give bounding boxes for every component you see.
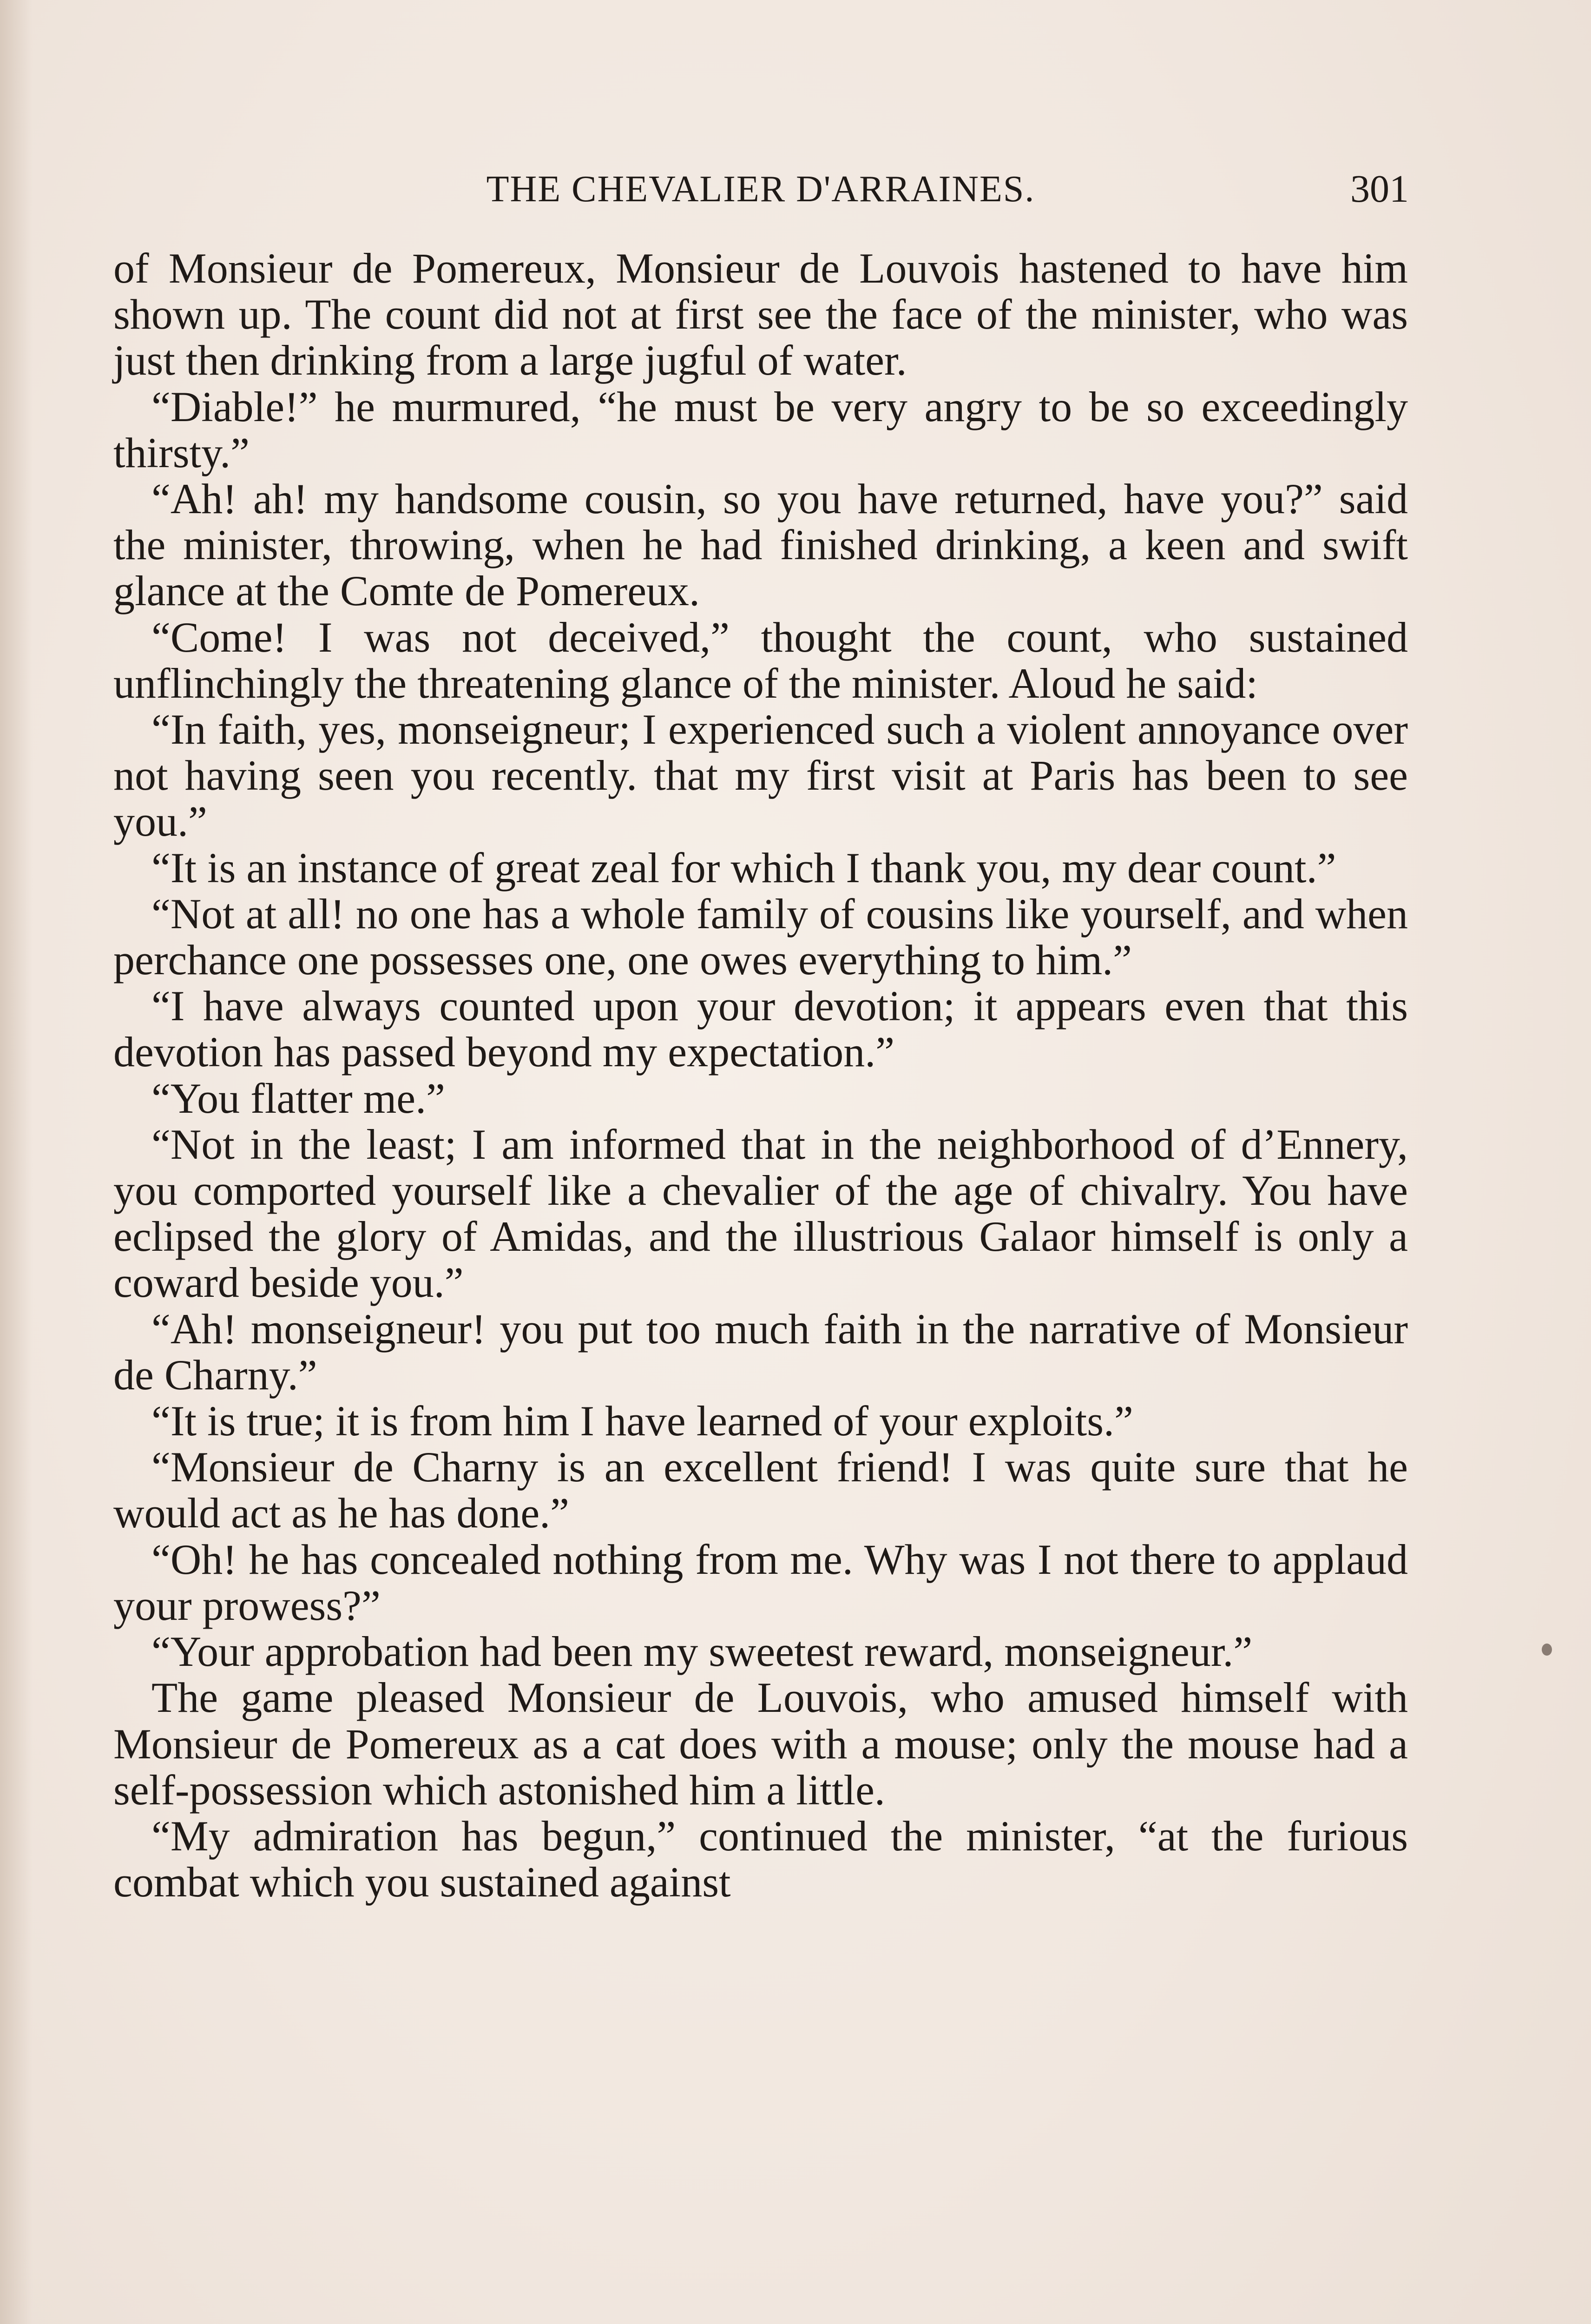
paragraph: “Diable!” he murmured, “he must be very angry to be so exceedingly thirsty.”: [113, 383, 1408, 476]
paragraph: “Oh! he has concealed nothing from me. Why was I not there to applaud your prowess?”: [113, 1535, 1408, 1629]
paragraph: The game pleased Monsieur de Louvois, who amused himself with Monsieur de Pomereux as a cat does with a mouse; only the mouse had a self-possession which astonished him a little.: [113, 1674, 1408, 1814]
paragraph: “It is true; it is from him I have learned of your exploits.”: [151, 1397, 1133, 1445]
paragraph: “Ah! monseigneur! you put too much faith in the narrative of Monsieur de Charny.”: [113, 1305, 1408, 1399]
paragraph: “Not at all! no one has a whole family of cousins like yourself, and when perchance one possesses one, one owes everything to him.”: [113, 890, 1408, 984]
running-title: THE CHEVALIER D'ARRAINES.: [486, 169, 1035, 210]
paragraph: “You flatter me.”: [151, 1074, 445, 1122]
paragraph: “My admiration has begun,” continued the minister, “at the furious combat which you sustained against: [113, 1812, 1408, 1906]
paragraph: “Your approbation had been my sweetest reward, monseigneur.”: [151, 1628, 1253, 1676]
page-number: 301: [1350, 167, 1409, 211]
paper-speck: [1542, 1644, 1552, 1656]
paragraph: “Monsieur de Charny is an excellent friend! I was quite sure that he would act as he has done.”: [113, 1443, 1408, 1537]
paragraph: “Not in the least; I am informed that in the neighborhood of d’Ennery, you comported yourself like a chevalier of the age of chivalry. You have eclipsed the glory of Amidas, and the illustrious Galaor himself is only a coward beside you.”: [113, 1120, 1408, 1307]
paragraph: “It is an instance of great zeal for which I thank you, my dear count.”: [151, 844, 1336, 891]
paragraph: “In faith, yes, monseigneur; I experienced such a violent annoyance over not having seen you recently. that my first visit at Paris has been to see you.”: [113, 706, 1408, 845]
paragraph: “Come! I was not deceived,” thought the count, who sustained unflinchingly the threatening glance of the minister. Aloud he said:: [113, 613, 1408, 707]
running-head: [112, 164, 1409, 215]
body-text: [113, 245, 1408, 2324]
paragraph: of Monsieur de Pomereux, Monsieur de Louvois hastened to have him shown up. The count did not at first see the face of the minister, who was just then drinking from a large jugful of water.: [113, 244, 1408, 384]
paragraph: “Ah! ah! my handsome cousin, so you have returned, have you?” said the minister, throwing, when he had finished drinking, a keen and swift glance at the Comte de Pomereux.: [113, 475, 1408, 615]
paragraph: “I have always counted upon your devotion; it appears even that this devotion has passed beyond my expectation.”: [113, 982, 1408, 1076]
